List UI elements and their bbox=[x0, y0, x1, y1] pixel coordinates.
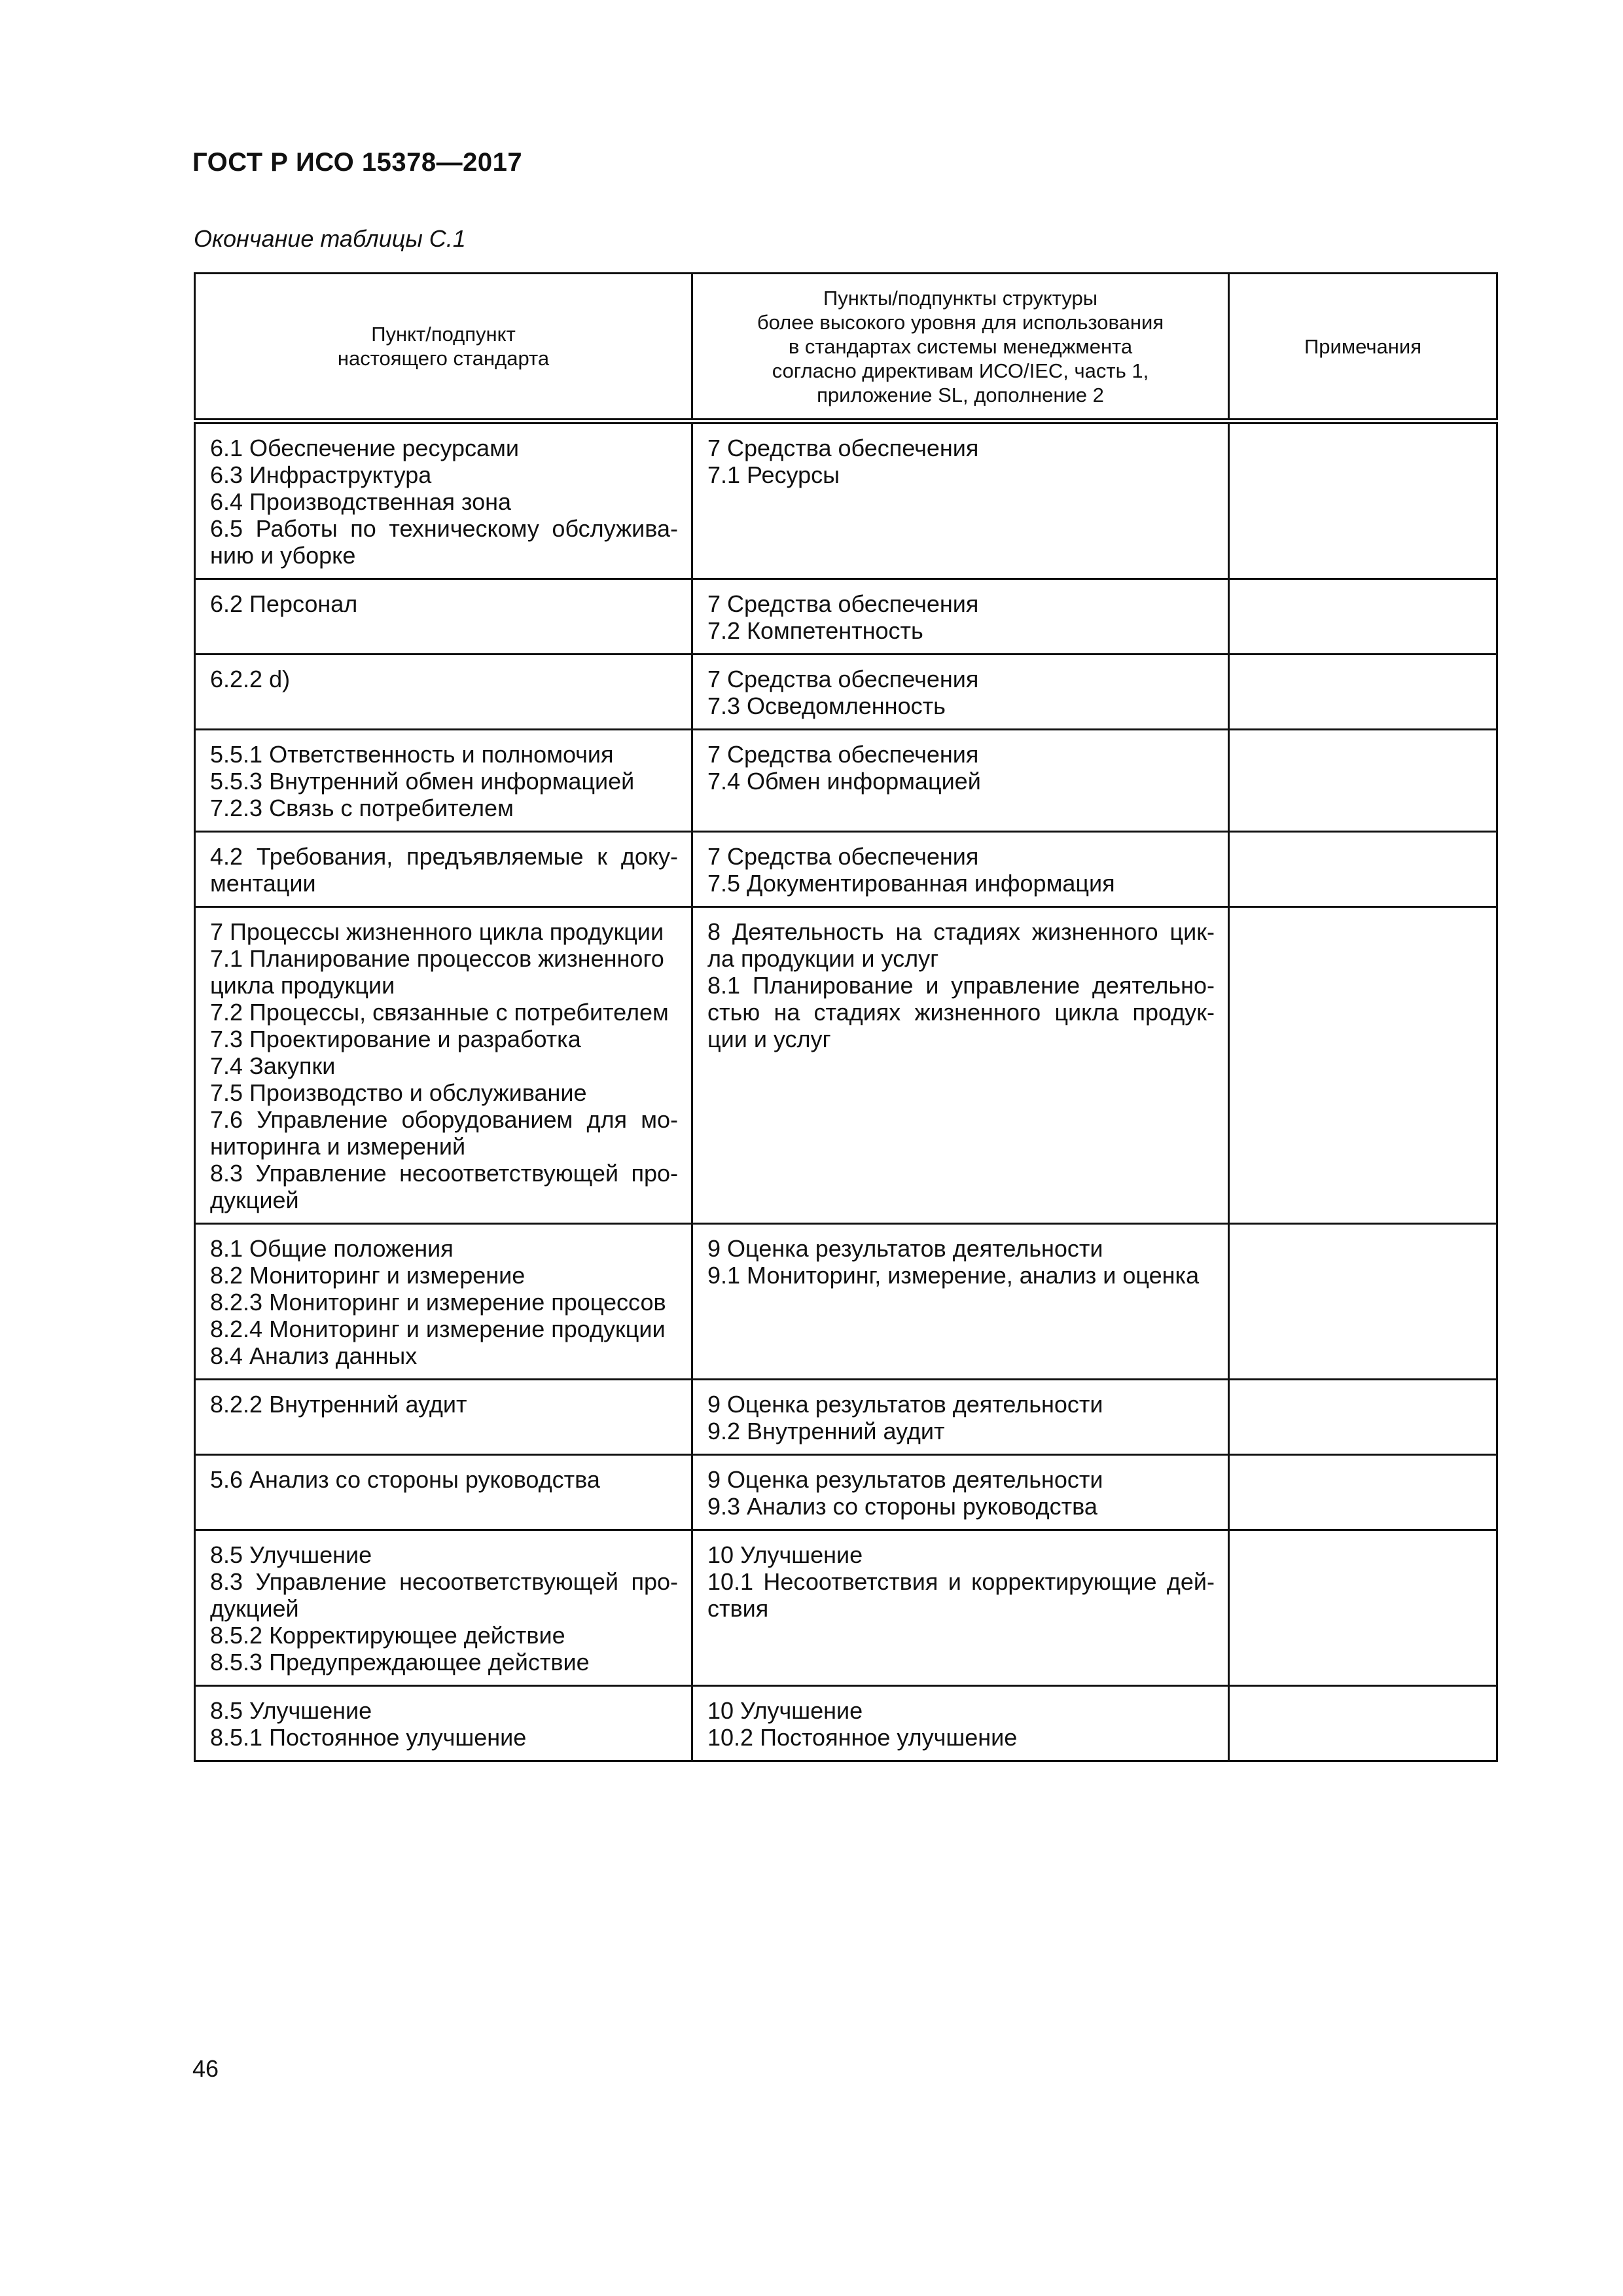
column-header-line: приложение SL, дополнение 2 bbox=[817, 383, 1104, 406]
cell-text-line: 7.2 Компетентность bbox=[707, 617, 923, 644]
cell-text-line: 7.5 Документированная информация bbox=[707, 870, 1115, 897]
table-cell-col1 bbox=[195, 1380, 692, 1455]
cell-text-line: стью на стадиях жизненного цикла продук- bbox=[707, 999, 1215, 1026]
cell-text-line: 10 Улучшение bbox=[707, 1697, 863, 1724]
cell-text-line: 8.2 Мониторинг и измерение bbox=[210, 1262, 526, 1289]
cell-text-line: 8.2.3 Мониторинг и измерение процессов bbox=[210, 1289, 666, 1316]
cell-text-line: 7.2.3 Связь с потребителем bbox=[210, 795, 514, 821]
cell-text-line: 8.3 Управление несоответствующей про- bbox=[210, 1568, 678, 1595]
table-cell-col3 bbox=[1229, 579, 1497, 655]
table-cell-col1 bbox=[195, 1224, 692, 1380]
table-cell-col2 bbox=[692, 655, 1229, 730]
cell-text-line: 8.5 Улучшение bbox=[210, 1697, 372, 1724]
page-number: 46 bbox=[192, 2055, 219, 2082]
cell-text-line: 7.1 Ресурсы bbox=[707, 461, 840, 488]
table-cell-col2 bbox=[692, 832, 1229, 907]
cell-text-line: 7 Средства обеспечения bbox=[707, 741, 979, 768]
table-cell-col1 bbox=[195, 907, 692, 1224]
table-cell-col3 bbox=[1229, 422, 1497, 579]
cell-text-line: 6.3 Инфраструктура bbox=[210, 461, 432, 488]
table-cell-col2 bbox=[692, 907, 1229, 1224]
cell-text-line: 6.2.2 d) bbox=[210, 666, 291, 692]
cell-text-line: 7 Средства обеспечения bbox=[707, 666, 979, 692]
column-header-line: в стандартах системы менеджмента bbox=[788, 334, 1133, 358]
table-row bbox=[195, 907, 1497, 1224]
cell-text-line: 9 Оценка результатов деятельности bbox=[707, 1466, 1103, 1493]
table-cell-col2 bbox=[692, 579, 1229, 655]
table-cell-col3 bbox=[1229, 1686, 1497, 1761]
column-header-line: согласно директивам ИСО/IEC, часть 1, bbox=[772, 359, 1149, 382]
table-cell-col1 bbox=[195, 655, 692, 730]
cell-text-line: 6.5 Работы по техническому обслужива- bbox=[210, 515, 678, 542]
column-header-line: более высокого уровня для использования bbox=[757, 310, 1164, 334]
cell-text-line: 10.1 Несоответствия и корректирующие дей- bbox=[707, 1568, 1215, 1595]
cell-text-line: 6.2 Персонал bbox=[210, 590, 358, 617]
table-row bbox=[195, 1530, 1497, 1686]
table-cell-col3 bbox=[1229, 655, 1497, 730]
table-cell-col3 bbox=[1229, 1224, 1497, 1380]
table-cell-col2 bbox=[692, 1455, 1229, 1530]
cell-text-line: 7 Средства обеспечения bbox=[707, 590, 979, 617]
column-header-line: настоящего стандарта bbox=[337, 347, 550, 370]
cell-text-line: 8.2.4 Мониторинг и измерение продукции bbox=[210, 1316, 666, 1342]
cell-text-line: 5.5.3 Внутренний обмен информацией bbox=[210, 768, 635, 795]
cell-text-line: дукцией bbox=[210, 1595, 299, 1622]
table-cell-col1 bbox=[195, 579, 692, 655]
table-cell-col2 bbox=[692, 1380, 1229, 1455]
cell-text-line: 4.2 Требования, предъявляемые к доку- bbox=[210, 843, 678, 870]
table-body bbox=[195, 422, 1497, 1761]
cell-text-line: 6.1 Обеспечение ресурсами bbox=[210, 435, 519, 461]
cell-text-line: 9 Оценка результатов деятельности bbox=[707, 1235, 1103, 1262]
cell-text-line: 7 Средства обеспечения bbox=[707, 435, 979, 461]
cell-text-line: 7.3 Осведомленность bbox=[707, 692, 946, 719]
table-cell-col2 bbox=[692, 1686, 1229, 1761]
column-header bbox=[195, 274, 692, 422]
cell-text-line: нию и уборке bbox=[210, 542, 356, 569]
cell-text-line: 9.2 Внутренний аудит bbox=[707, 1418, 945, 1444]
cell-text-line: 8.5.3 Предупреждающее действие bbox=[210, 1649, 590, 1676]
column-header-line: Примечания bbox=[1304, 334, 1421, 358]
table-cell-col1 bbox=[195, 730, 692, 832]
cell-text-line: дукцией bbox=[210, 1187, 299, 1213]
cell-text-line: 8.1 Общие положения bbox=[210, 1235, 454, 1262]
cell-text-line: 8.5.1 Постоянное улучшение bbox=[210, 1724, 527, 1751]
cell-text-line: 9 Оценка результатов деятельности bbox=[707, 1391, 1103, 1418]
table-cell-col1 bbox=[195, 1530, 692, 1686]
column-header bbox=[1229, 274, 1497, 422]
table-cell-col2 bbox=[692, 1224, 1229, 1380]
table-header-row bbox=[195, 274, 1497, 422]
cell-text-line: ла продукции и услуг bbox=[707, 945, 939, 972]
table-cell-col3 bbox=[1229, 907, 1497, 1224]
cell-text-line: 9.3 Анализ со стороны руководства bbox=[707, 1493, 1097, 1520]
cell-text-line: 7.4 Закупки bbox=[210, 1052, 336, 1079]
table-cell-col1 bbox=[195, 1455, 692, 1530]
cell-text-line: ствия bbox=[707, 1595, 769, 1622]
cell-text-line: 7 Процессы жизненного цикла продукции bbox=[210, 918, 664, 945]
correspondence-table bbox=[194, 272, 1498, 1762]
table-row bbox=[195, 1380, 1497, 1455]
table-cell-col2 bbox=[692, 422, 1229, 579]
table-cell-col3 bbox=[1229, 1530, 1497, 1686]
cell-text-line: 7.3 Проектирование и разработка bbox=[210, 1026, 581, 1052]
cell-text-line: цикла продукции bbox=[210, 972, 395, 999]
table-row bbox=[195, 1224, 1497, 1380]
column-header-line: Пункты/подпункты структуры bbox=[823, 286, 1097, 310]
cell-text-line: ниторинга и измерений bbox=[210, 1133, 466, 1160]
cell-text-line: 8.1 Планирование и управление деятельно- bbox=[707, 972, 1215, 999]
cell-text-line: 10 Улучшение bbox=[707, 1541, 863, 1568]
cell-text-line: ции и услуг bbox=[707, 1026, 831, 1052]
cell-text-line: 7.1 Планирование процессов жизненного bbox=[210, 945, 664, 972]
table-row bbox=[195, 1686, 1497, 1761]
table-cell-col2 bbox=[692, 1530, 1229, 1686]
table-cell-col1 bbox=[195, 832, 692, 907]
cell-text-line: 7.4 Обмен информацией bbox=[707, 768, 981, 795]
table-cell-col3 bbox=[1229, 832, 1497, 907]
table-cell-col3 bbox=[1229, 1380, 1497, 1455]
table-cell-col3 bbox=[1229, 730, 1497, 832]
cell-text-line: 8.5.2 Корректирующее действие bbox=[210, 1622, 565, 1649]
cell-text-line: 8.5 Улучшение bbox=[210, 1541, 372, 1568]
table-row bbox=[195, 579, 1497, 655]
cell-text-line: 9.1 Мониторинг, измерение, анализ и оценка bbox=[707, 1262, 1200, 1289]
table-cell-col3 bbox=[1229, 1455, 1497, 1530]
cell-text-line: 8.2.2 Внутренний аудит bbox=[210, 1391, 467, 1418]
cell-text-line: 10.2 Постоянное улучшение bbox=[707, 1724, 1018, 1751]
cell-text-line: 7.5 Производство и обслуживание bbox=[210, 1079, 587, 1106]
document-header: ГОСТ Р ИСО 15378—2017 bbox=[192, 148, 523, 177]
cell-text-line: 8.3 Управление несоответствующей про- bbox=[210, 1160, 678, 1187]
table-row bbox=[195, 1455, 1497, 1530]
table-row bbox=[195, 655, 1497, 730]
cell-text-line: 7 Средства обеспечения bbox=[707, 843, 979, 870]
cell-text-line: 6.4 Производственная зона bbox=[210, 488, 512, 515]
cell-text-line: 5.6 Анализ со стороны руководства bbox=[210, 1466, 600, 1493]
table-cell-col1 bbox=[195, 1686, 692, 1761]
table-row bbox=[195, 832, 1497, 907]
table-row bbox=[195, 730, 1497, 832]
column-header-line: Пункт/подпункт bbox=[371, 323, 516, 346]
cell-text-line: 7.6 Управление оборудованием для мо- bbox=[210, 1106, 678, 1133]
cell-text-line: 8 Деятельность на стадиях жизненного цик- bbox=[707, 918, 1215, 945]
table-cell-col1 bbox=[195, 422, 692, 579]
table-cell-col2 bbox=[692, 730, 1229, 832]
table-caption: Окончание таблицы С.1 bbox=[194, 225, 466, 252]
cell-text-line: ментации bbox=[210, 870, 316, 897]
cell-text-line: 5.5.1 Ответственность и полномочия bbox=[210, 741, 614, 768]
column-header bbox=[692, 274, 1229, 422]
cell-text-line: 7.2 Процессы, связанные с потребителем bbox=[210, 999, 669, 1026]
table-row bbox=[195, 422, 1497, 579]
cell-text-line: 8.4 Анализ данных bbox=[210, 1342, 418, 1369]
